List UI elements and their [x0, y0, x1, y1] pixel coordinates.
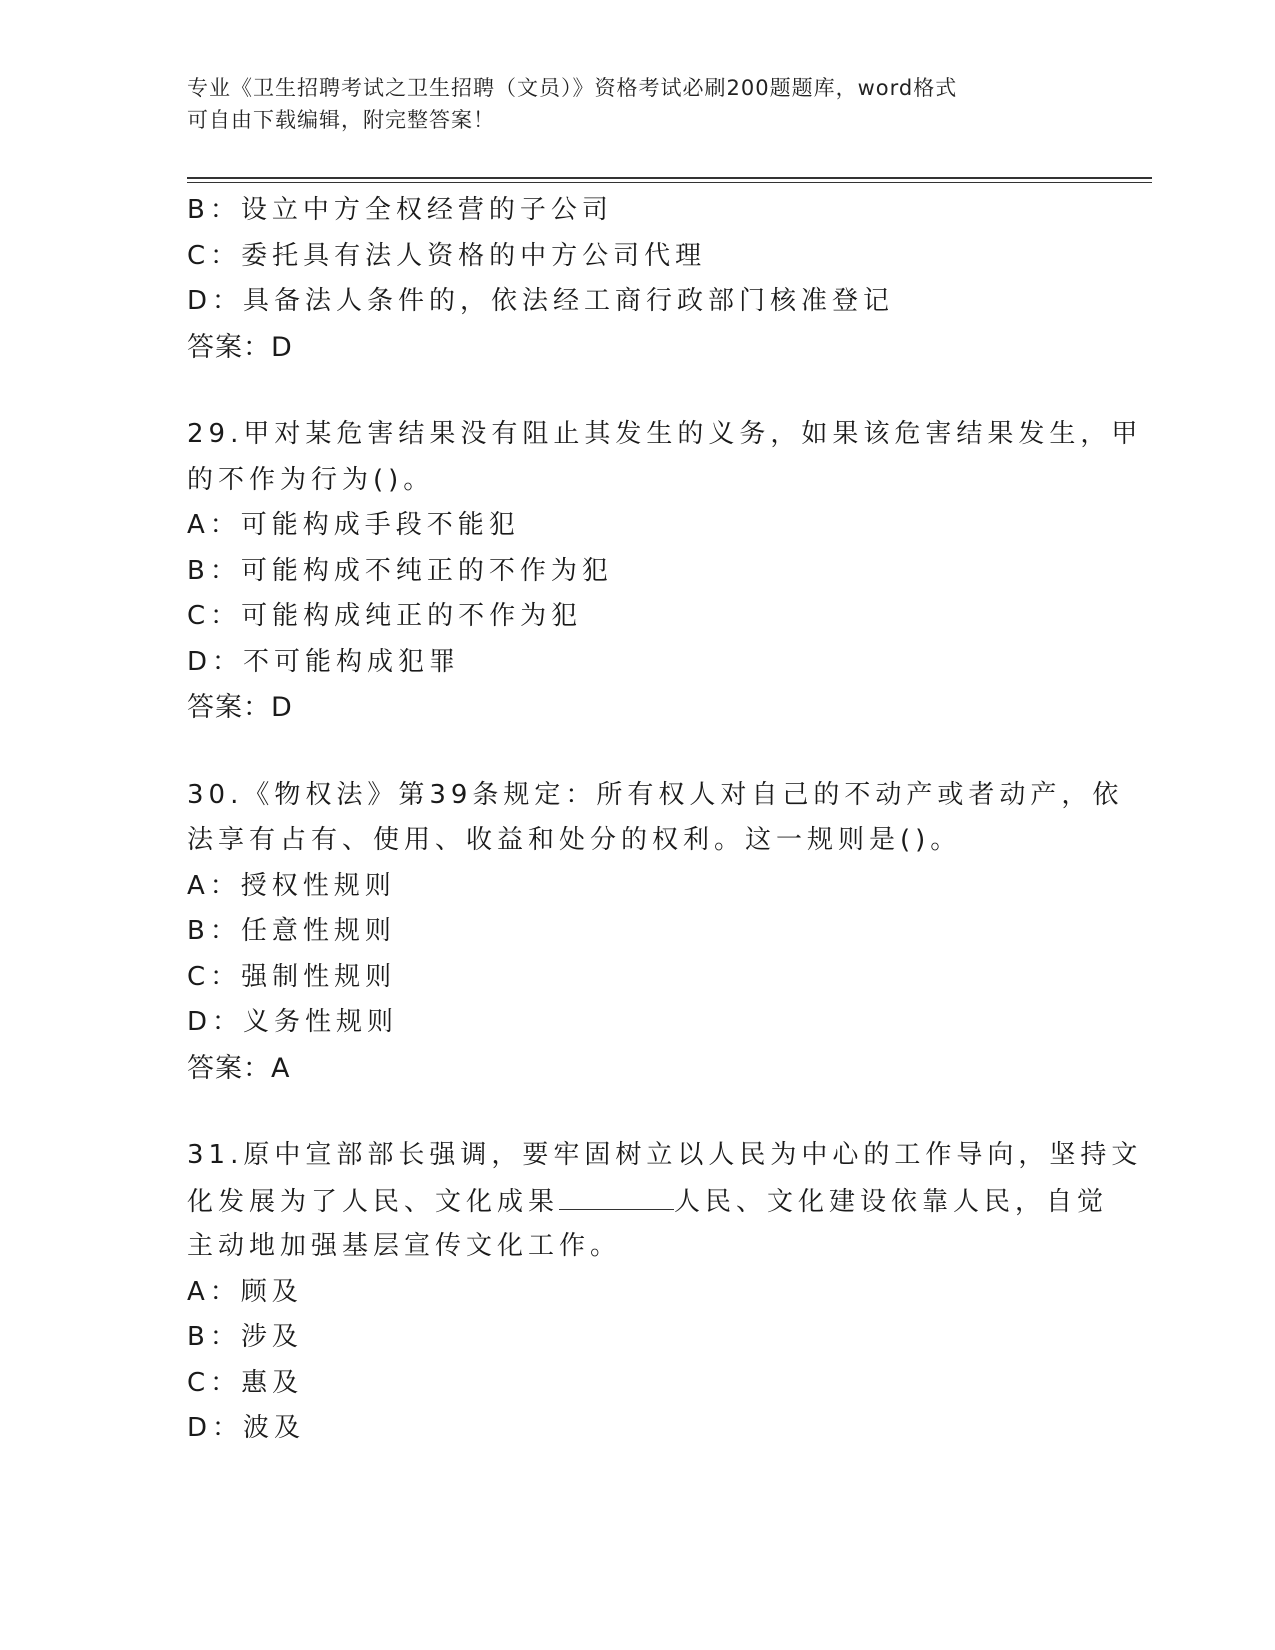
option-d: D：具备法人条件的，依法经工商行政部门核准登记: [187, 286, 895, 316]
question-stem-line-1: 30.《物权法》第39条规定：所有权人对自己的不动产或者动产，依: [187, 779, 1124, 810]
answer-line: 答案：A: [187, 1052, 291, 1084]
option-c: C：强制性规则: [187, 961, 397, 992]
option-a: A：可能构成手段不能犯: [187, 510, 520, 540]
question-stem-line-2: 法享有占有、使用、收益和处分的权利。这一规则是()。: [187, 825, 962, 855]
fill-in-blank: [559, 1179, 674, 1210]
option-a: A：顾及: [187, 1276, 303, 1307]
question-stem-line-2: 的不作为行为()。: [187, 464, 435, 495]
header-title-line-2: 可自由下载编辑，附完整答案！: [187, 108, 495, 132]
question-stem-line-3: 主动地加强基层宣传文化工作。: [187, 1231, 622, 1261]
option-d: D：不可能构成犯罪: [187, 646, 461, 677]
spacer: [187, 731, 1087, 773]
stem-text-before-blank: 化发展为了人民、文化成果: [187, 1186, 560, 1217]
question-stem-line-1: 29.甲对某危害结果没有阻止其发生的义务，如果该危害结果发生，甲: [187, 419, 1143, 449]
question-stem-line-1: 31.原中宣部部长强调，要牢固树立以人民为中心的工作导向，坚持文: [187, 1140, 1143, 1170]
answer-line: 答案：D: [187, 692, 293, 723]
question-29: [187, 412, 1143, 731]
option-b: B：任意性规则: [187, 916, 396, 946]
header-divider-thin: [187, 182, 1152, 183]
option-b: B：涉及: [187, 1322, 303, 1352]
page-header: [187, 72, 1067, 136]
spacer: [187, 370, 1087, 412]
option-b: B：可能构成不纯正的不作为犯: [187, 555, 613, 586]
option-c: C：可能构成纯正的不作为犯: [187, 601, 583, 631]
question-28-continuation: [187, 188, 1087, 370]
answer-line: 答案：D: [187, 331, 293, 363]
option-c: C：惠及: [187, 1367, 304, 1398]
option-d: D：波及: [187, 1413, 306, 1443]
question-30: [187, 773, 1124, 1092]
spacer: [187, 1091, 1087, 1133]
question-31: [187, 1133, 1143, 1452]
question-stem-line-2: [187, 1179, 1109, 1225]
stem-text-after-blank: 人民、文化建设依靠人民，自觉: [674, 1186, 1109, 1217]
document-body: [187, 188, 1143, 1452]
option-b: B：设立中方全权经营的子公司: [187, 195, 613, 225]
option-d: D：义务性规则: [187, 1007, 399, 1037]
option-c: C：委托具有法人资格的中方公司代理: [187, 240, 707, 271]
header-divider-thick: [187, 177, 1152, 179]
option-a: A：授权性规则: [187, 870, 396, 901]
header-title-line-1: 专业《卫生招聘考试之卫生招聘（文员）》资格考试必刷200题题库，word格式: [187, 76, 958, 100]
